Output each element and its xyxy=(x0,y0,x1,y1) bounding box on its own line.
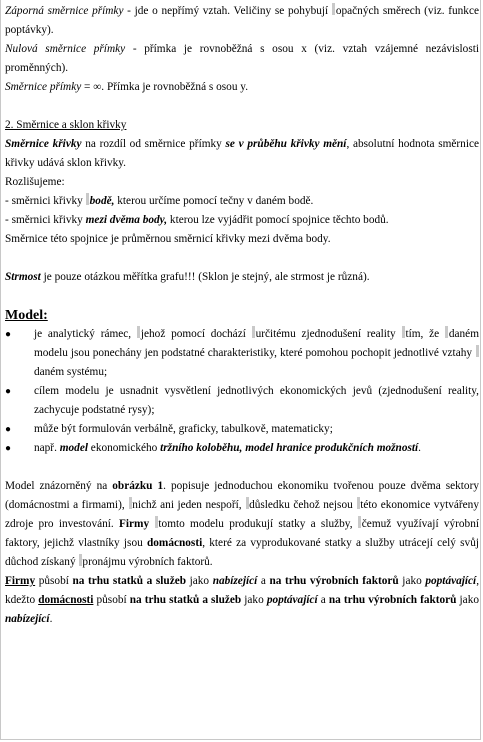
paragraph-steepness: Strmost je pouze otázkou měřítka grafu!!! (Sklon je stejný, ale strmost je různá). xyxy=(5,271,370,283)
list-item: - směrnici křivky bodě, kterou určíme pomocí tečny v daném bodě. xyxy=(5,195,314,207)
list-item: ● je analytický rámec, jehož pomocí dochází určitému zjednodušení reality tím, že daném modelu jsou ponechány jen podstatné charakteristiky, které pomohou pochopit jednotlivé vztahy daném systému; xyxy=(5,325,479,382)
text-cursor-mark xyxy=(476,345,479,357)
term: Nulová směrnice přímky xyxy=(5,43,126,55)
term: Směrnice přímky xyxy=(5,81,82,93)
model-heading: Model: xyxy=(5,308,48,323)
distinguish-label: Rozlišujeme: xyxy=(5,176,65,188)
paragraph-market-roles: Firmy působí na trhu statků a služeb jako nabízející a na trhu výrobních faktorů jako poptávající, kdežto domácnosti působí na trhu statků a služeb jako poptávající a na trhu výrobních faktorů jako nabízející. xyxy=(5,575,480,625)
term: Záporná směrnice přímky xyxy=(5,5,124,17)
list-item: ● cílem modelu je usnadnit vysvětlení jednotlivých ekonomických jevů (zjednodušení reality, zachycuje podstatné rysy); xyxy=(5,382,479,420)
model-bullet-list xyxy=(5,325,479,458)
paragraph-negative-slope: Záporná směrnice přímky - jde o nepřímý vztah. Veličiny se pohybují opačných směrech (viz. funkce poptávky). xyxy=(5,5,479,36)
document-body xyxy=(5,2,479,629)
bullet-icon: ● xyxy=(5,424,12,435)
bullet-icon: ● xyxy=(5,386,12,397)
bullet-icon: ● xyxy=(5,443,12,454)
paragraph-infinite-slope: Směrnice přímky = ∞. Přímka je rovnoběžná s osou y. xyxy=(5,81,249,93)
paragraph-curve-slope: Směrnice křivky na rozdíl od směrnice přímky se v průběhu křivky mění, absolutní hodnota směrnice křivky udává sklon křivky. xyxy=(5,138,479,169)
section-heading: 2. Směrnice a sklon křivky xyxy=(5,119,127,131)
list-item: - směrnici křivky mezi dvěma body, kterou lze vyjádřit pomocí spojnice těchto bodů. xyxy=(5,214,389,226)
bullet-icon: ● xyxy=(5,329,12,340)
paragraph-zero-slope: Nulová směrnice přímky - přímka je rovnoběžná s osou x (viz. vztah vzájemné nezávislosti proměnných). xyxy=(5,43,480,74)
list-item: ● může být formulován verbálně, graficky, tabulkově, matematicky; xyxy=(5,420,479,439)
list-item: ● např. model ekonomického tržního koloběhu, model hranice produkčních možností. xyxy=(5,439,479,458)
paragraph-figure-description: Model znázorněný na obrázku 1. popisuje jednoduchou ekonomiku tvořenou pouze dvěma sektory (domácnostmi a firmami), nichž ani jeden nespoří, důsledku čehož nejsou této ekonomice vytvářeny zdroje pro investování. Firmy tomto modelu produkují statky a služby, čemuž využívají výrobní faktory, jejichž vlastníky jsou domácnosti, které za vyprodukované statky a služby utrácejí celý svůj důchod získaný pronájmu výrobních faktorů. xyxy=(5,480,479,568)
paragraph-summary: Směrnice této spojnice je průměrnou směrnicí křivky mezi dvěma body. xyxy=(5,233,331,245)
